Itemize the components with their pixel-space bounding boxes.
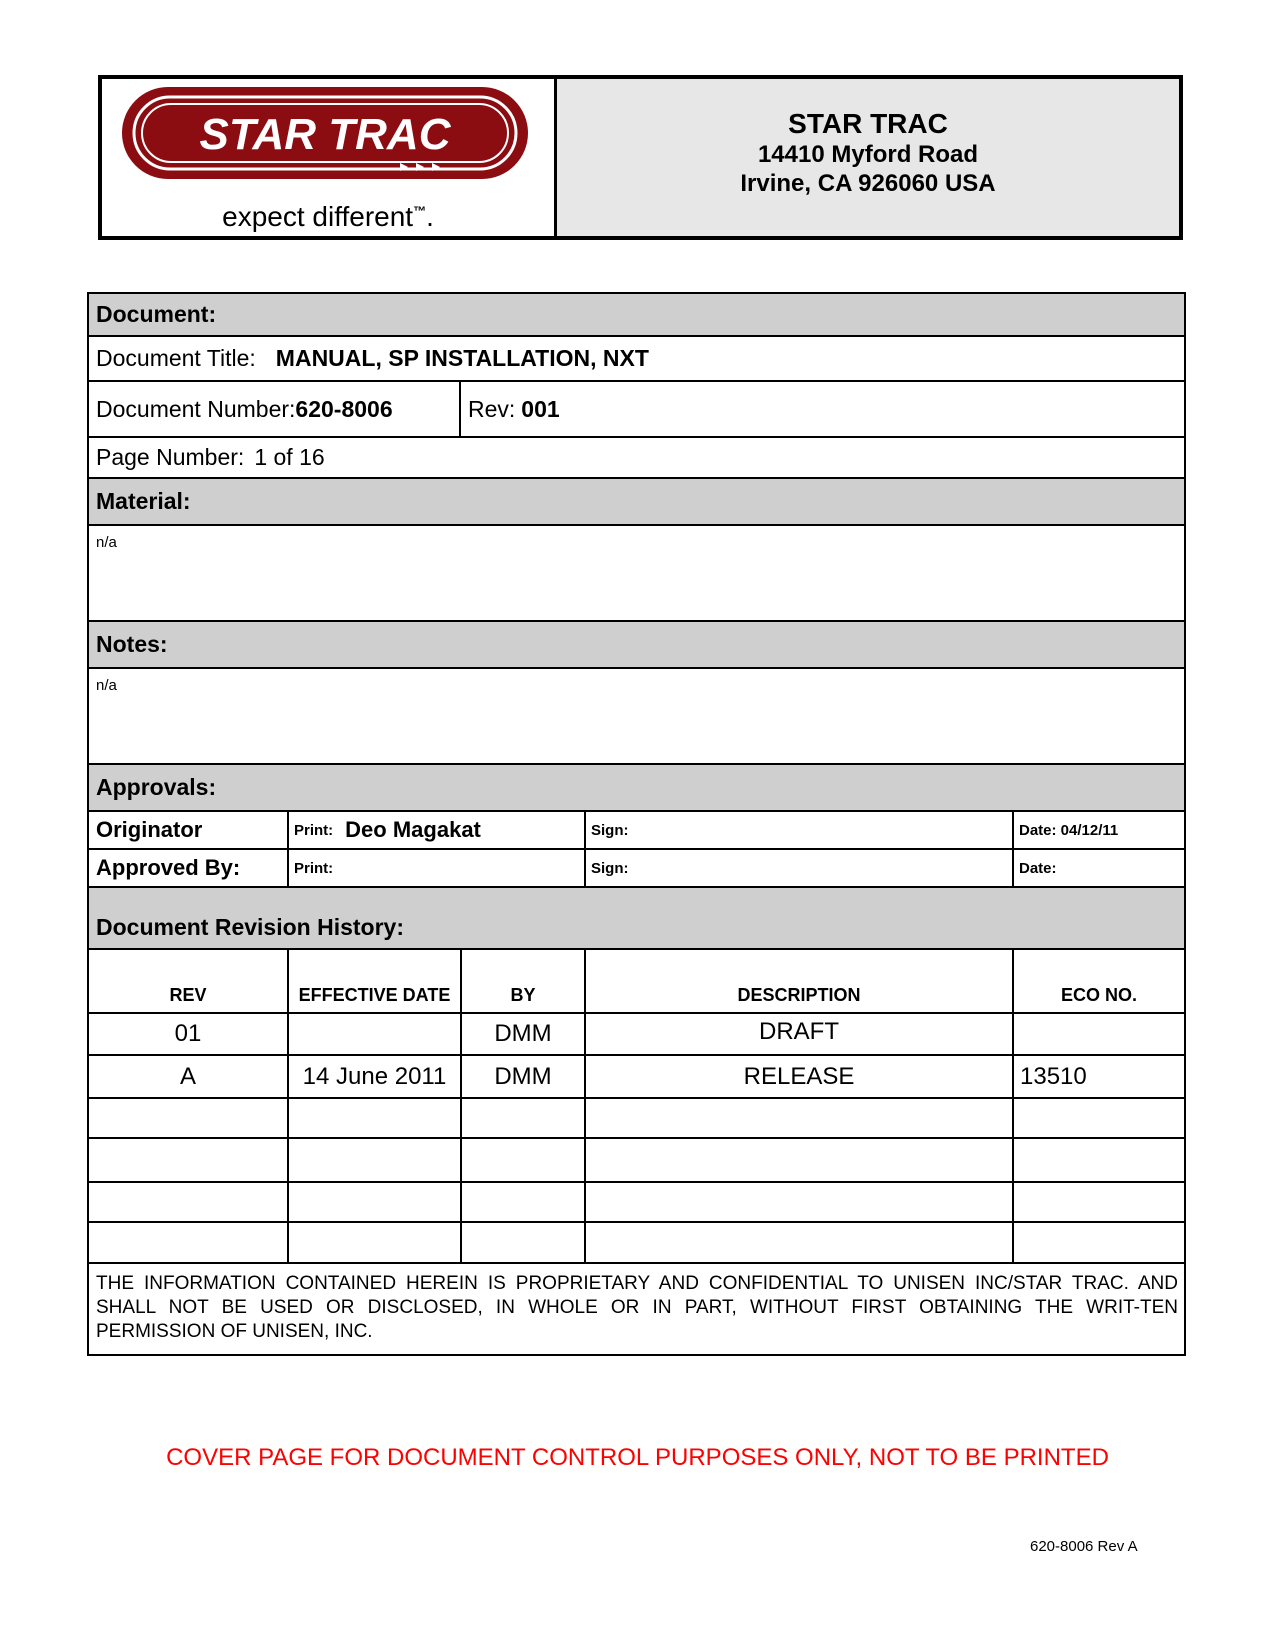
company-address (557, 79, 1179, 236)
notes-value: n/a (96, 677, 117, 694)
notes-label: Notes: (96, 631, 168, 657)
material-body (89, 526, 1184, 622)
document-number-label: Document Number: (96, 395, 296, 422)
company-name: STAR TRAC (788, 107, 948, 139)
approval-role: Approved By: (96, 855, 241, 880)
by-value (460, 1099, 584, 1137)
address-line-1: 14410 Myford Road (757, 140, 979, 168)
table-row (89, 1183, 1184, 1223)
rev-value: 001 (521, 395, 560, 422)
print-label: Print: (294, 821, 334, 839)
approval-role-cell (89, 812, 287, 848)
star-trac-logo (120, 85, 530, 195)
effective-date-value (287, 1183, 460, 1221)
document-number-row (89, 382, 1184, 438)
address-line-2: Irvine, CA 926060 USA (740, 169, 996, 197)
approval-role-cell (89, 850, 287, 886)
approval-role: Originator (96, 817, 203, 842)
column-header-by: BY (460, 950, 584, 1012)
column-header-description: DESCRIPTION (584, 950, 1012, 1012)
print-value: Deo Magakat (345, 817, 481, 842)
sign-label: Sign: (591, 859, 629, 877)
document-section-header (89, 294, 1184, 337)
document-control-form (87, 292, 1186, 1356)
table-row (89, 1223, 1184, 1264)
rev-value (89, 1139, 287, 1181)
rev-value (89, 1223, 287, 1262)
effective-date-value (287, 1223, 460, 1262)
table-row (89, 1014, 1184, 1056)
approval-row-approved-by (89, 850, 1184, 888)
revision-history-header (89, 888, 1184, 950)
approvals-label: Approvals: (96, 774, 217, 800)
material-label: Material: (96, 488, 191, 514)
document-header (98, 75, 1183, 240)
date-label: Date: 04/12/11 (1019, 821, 1119, 839)
tagline (102, 201, 554, 233)
cover-page-notice: COVER PAGE FOR DOCUMENT CONTROL PURPOSES ONLY, NOT TO BE PRINTED (166, 1444, 1109, 1471)
tagline-dot: . (426, 201, 434, 232)
tagline-text: expect different (222, 201, 414, 232)
notes-section-header (89, 622, 1184, 669)
notes-body (89, 669, 1184, 765)
trademark-mark: ™ (413, 203, 427, 219)
page-reference: 620-8006 Rev A (1030, 1538, 1138, 1555)
material-value: n/a (96, 534, 117, 551)
by-value (460, 1183, 584, 1221)
sign-cell (584, 850, 1012, 886)
rev-value: A (179, 1062, 196, 1090)
page-number-row (89, 438, 1184, 479)
eco-no-value (1012, 1014, 1184, 1054)
revision-history-label: Document Revision History: (96, 914, 404, 940)
material-section-header (89, 479, 1184, 526)
logo-wordmark: STAR TRAC (199, 110, 451, 159)
column-header-effective-date: EFFECTIVE DATE (287, 950, 460, 1012)
eco-no-value (1012, 1139, 1184, 1181)
description-value (584, 1099, 1012, 1137)
by-value: DMM (460, 1014, 584, 1054)
column-header-rev: REV (169, 985, 207, 1005)
rev-cell (459, 382, 1184, 436)
description-value: RELEASE (584, 1056, 1012, 1097)
document-title-value: MANUAL, SP INSTALLATION, NXT (275, 345, 649, 371)
eco-no-value (1012, 1183, 1184, 1221)
effective-date-value: 14 June 2011 (287, 1056, 460, 1097)
date-cell (1012, 812, 1184, 848)
eco-no-value (1012, 1099, 1184, 1137)
table-row (89, 1056, 1184, 1099)
eco-no-value: 13510 (1012, 1056, 1184, 1097)
eco-no-value (1012, 1223, 1184, 1262)
effective-date-value (287, 1139, 460, 1181)
rev-label: Rev: (468, 395, 516, 422)
document-number-value: 620-8006 (295, 395, 393, 422)
rev-value (89, 1099, 287, 1137)
page-number-label: Page Number: (96, 444, 245, 470)
by-value: DMM (460, 1056, 584, 1097)
date-label: Date: (1019, 859, 1057, 877)
sign-label: Sign: (591, 821, 629, 839)
by-value (460, 1223, 584, 1262)
document-title-row (89, 337, 1184, 382)
approvals-section-header (89, 765, 1184, 812)
print-cell (287, 812, 584, 848)
page-number-value: 1 of 16 (254, 444, 325, 470)
description-value (584, 1183, 1012, 1221)
description-value (584, 1139, 1012, 1181)
logo-panel (102, 79, 557, 236)
sign-cell (584, 812, 1012, 848)
description-value (584, 1223, 1012, 1262)
rev-value: 01 (174, 1020, 202, 1047)
description-value: DRAFT (584, 1014, 1012, 1054)
effective-date-value (287, 1014, 460, 1054)
date-cell (1012, 850, 1184, 886)
proprietary-notice: THE INFORMATION CONTAINED HEREIN IS PROPRIETARY AND CONFIDENTIAL TO UNISEN INC/STAR TRAC. AND SHALL NOT BE USED OR DISCLOSED, IN WHOLE OR IN PART, WITHOUT FIRST OBTAINING THE WRIT-TEN PERMISSION OF UNISEN, INC. (96, 1273, 1178, 1342)
table-row (89, 1099, 1184, 1139)
document-title-label: Document Title: (96, 345, 256, 371)
history-column-headers (89, 950, 1184, 1014)
rev-value (89, 1183, 287, 1221)
print-cell (287, 850, 584, 886)
effective-date-value (287, 1099, 460, 1137)
by-value (460, 1139, 584, 1181)
table-row (89, 1139, 1184, 1183)
document-number-cell (89, 382, 459, 436)
approval-row-originator (89, 812, 1184, 850)
column-header-eco-no: ECO NO. (1012, 950, 1184, 1012)
print-label: Print: (294, 859, 334, 877)
section-label: Document: (96, 301, 217, 327)
